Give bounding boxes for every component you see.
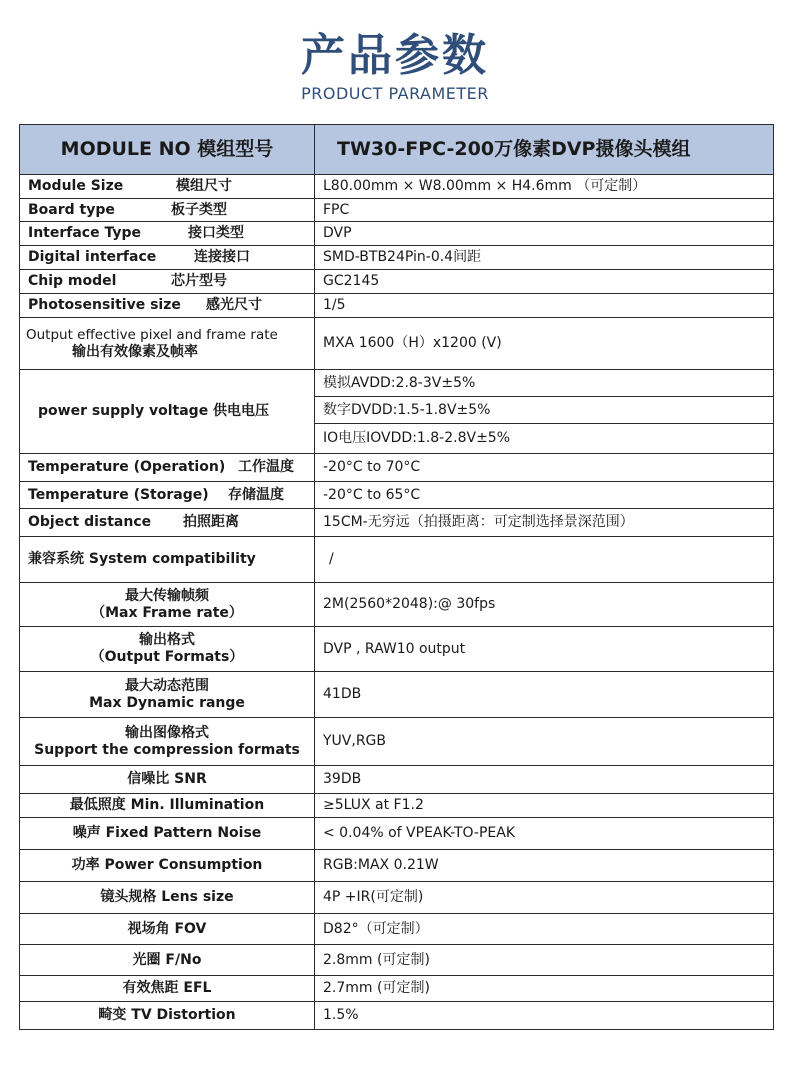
header-key: MODULE NO 模组型号: [20, 125, 315, 175]
key-line-1: 最大动态范围: [125, 677, 209, 694]
table-row: [20, 976, 774, 1002]
key-cn: 存储温度: [228, 486, 284, 503]
row-value: -20°C to 70°C: [315, 454, 774, 482]
table-row: [20, 914, 774, 945]
table-row: [20, 199, 774, 222]
table-row: [20, 718, 774, 766]
table-row: [20, 794, 774, 818]
key-cn: 芯片型号: [171, 273, 227, 289]
table-row: [20, 537, 774, 583]
key-cn: 接口类型: [188, 225, 244, 241]
table-row: [20, 294, 774, 318]
row-value: 4P +IR(可定制): [315, 882, 774, 914]
row-key: 信噪比 SNR: [20, 766, 315, 794]
row-value: L80.00mm × W8.00mm × H4.6mm （可定制）: [315, 175, 774, 199]
row-value: /: [315, 537, 774, 583]
key-en: Module Size: [28, 178, 124, 194]
table-row: [20, 246, 774, 270]
row-value: IO电压IOVDD:1.8-2.8V±5%: [315, 424, 774, 454]
row-key: [20, 270, 315, 294]
key-line-2: （Output Formats）: [90, 649, 244, 665]
key-cn: 感光尺寸: [206, 297, 262, 313]
key-cn: 连接接口: [194, 249, 250, 265]
key-en: Interface Type: [28, 225, 142, 241]
row-key: 光圈 F/No: [20, 945, 315, 976]
row-value: 2.7mm (可定制): [315, 976, 774, 1002]
table-row: [20, 627, 774, 672]
table-row: [20, 766, 774, 794]
row-key: [20, 454, 315, 482]
key-cn: 工作温度: [238, 459, 294, 475]
table-row: [20, 882, 774, 914]
row-key: 最低照度 Min. Illumination: [20, 794, 315, 818]
key-en: Output effective pixel and frame rate: [26, 326, 278, 343]
row-value: -20°C to 65°C: [315, 482, 774, 509]
row-key: 镜头规格 Lens size: [20, 882, 315, 914]
key-line-1: 输出图像格式: [125, 724, 209, 741]
key-en: Chip model: [28, 273, 117, 289]
table-row: [20, 583, 774, 627]
key-cn: 拍照距离: [183, 514, 239, 530]
row-value: DVP , RAW10 output: [315, 627, 774, 672]
row-value: GC2145: [315, 270, 774, 294]
row-value: 39DB: [315, 766, 774, 794]
table-row: [20, 454, 774, 482]
row-key: [20, 583, 315, 627]
row-value: YUV,RGB: [315, 718, 774, 766]
row-key: [20, 509, 315, 537]
row-value: RGB:MAX 0.21W: [315, 850, 774, 882]
row-key: 功率 Power Consumption: [20, 850, 315, 882]
key-line-1: 输出格式: [139, 632, 195, 648]
row-key: 噪声 Fixed Pattern Noise: [20, 818, 315, 850]
row-key: [20, 482, 315, 509]
row-value: 1.5%: [315, 1002, 774, 1030]
row-key: [20, 294, 315, 318]
table-row: [20, 318, 774, 370]
row-value: 41DB: [315, 672, 774, 718]
table-row: [20, 482, 774, 509]
key-line-1: 最大传输帧频: [125, 587, 209, 604]
table-row: [20, 1002, 774, 1030]
row-key: [20, 627, 315, 672]
key-en: Board type: [28, 201, 115, 218]
table-row: [20, 509, 774, 537]
key-cn: 板子类型: [171, 201, 227, 218]
page-subtitle: PRODUCT PARAMETER: [301, 84, 489, 103]
table-row: [20, 818, 774, 850]
table-row: [20, 945, 774, 976]
key-cn: 输出有效像素及帧率: [72, 343, 198, 360]
row-value: DVP: [315, 222, 774, 246]
key-en: Photosensitive size: [28, 297, 181, 313]
row-value: 2.8mm (可定制): [315, 945, 774, 976]
key-cn: 模组尺寸: [176, 178, 232, 194]
row-value: 模拟AVDD:2.8-3V±5%: [315, 370, 774, 397]
table-row: [20, 370, 774, 397]
key-line-2: Support the compression formats: [34, 741, 300, 758]
row-key: 兼容系统 System compatibility: [20, 537, 315, 583]
header-value: TW30-FPC-200万像素DVP摄像头模组: [315, 125, 774, 175]
key-en: Temperature (Operation): [28, 459, 226, 475]
table-row: [20, 850, 774, 882]
row-value: SMD-BTB24Pin-0.4间距: [315, 246, 774, 270]
row-value: 数字DVDD:1.5-1.8V±5%: [315, 397, 774, 424]
row-key: 有效焦距 EFL: [20, 976, 315, 1002]
row-value: FPC: [315, 199, 774, 222]
row-value: 2M(2560*2048):@ 30fps: [315, 583, 774, 627]
row-value: 1/5: [315, 294, 774, 318]
table-row: [20, 270, 774, 294]
row-value: < 0.04% of VPEAK-TO-PEAK: [315, 818, 774, 850]
row-key: [20, 318, 315, 370]
row-key: [20, 246, 315, 270]
row-key: [20, 718, 315, 766]
row-key: power supply voltage 供电电压: [20, 370, 315, 454]
key-en: Object distance: [28, 514, 152, 530]
row-key: [20, 175, 315, 199]
row-key: 畸变 TV Distortion: [20, 1002, 315, 1030]
row-key: [20, 199, 315, 222]
row-key: [20, 222, 315, 246]
page-title: 产品参数: [301, 30, 489, 81]
row-key: [20, 672, 315, 718]
row-value: MXA 1600（H）x1200 (V): [315, 318, 774, 370]
row-value: D82°（可定制）: [315, 914, 774, 945]
row-value: 15CM-无穷远（拍摄距离：可定制选择景深范围）: [315, 509, 774, 537]
row-key: 视场角 FOV: [20, 914, 315, 945]
key-line-2: Max Dynamic range: [89, 694, 245, 711]
row-value: ≥5LUX at F1.2: [315, 794, 774, 818]
spec-table: [19, 124, 774, 1030]
table-row: [20, 672, 774, 718]
key-line-2: （Max Frame rate）: [91, 604, 243, 621]
key-en: Digital interface: [28, 249, 157, 265]
table-row: [20, 222, 774, 246]
key-en: Temperature (Storage): [28, 486, 209, 503]
table-header-row: [20, 125, 774, 175]
table-row: [20, 175, 774, 199]
